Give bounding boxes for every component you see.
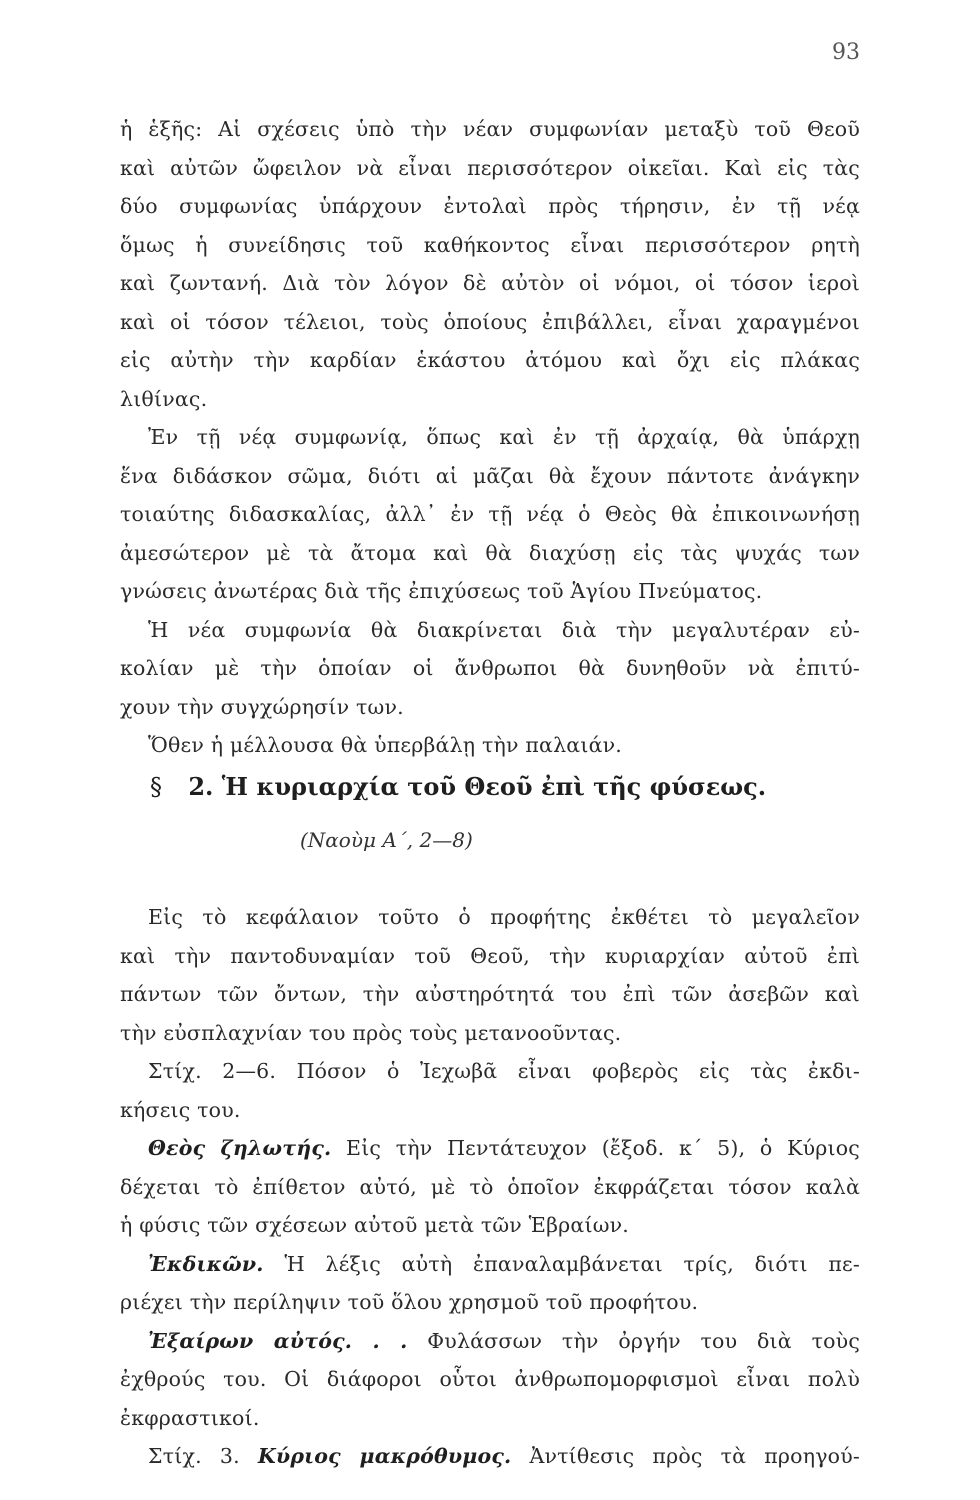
text-line: Στίχ. 2—6. Πόσον ὁ Ἰεχωβᾶ εἶναι φοβερὸς εἰς τὰς ἐκδι- [148,1059,860,1083]
section-heading [150,772,860,801]
text-line: γνώσεις ἀνωτέρας διὰ τῆς ἐπιχύσεως τοῦ Ἁγίου Πνεύματος. [120,579,763,603]
section-number: 2. [188,772,214,801]
entry-line [120,1283,860,1322]
text-line: καὶ αὐτῶν ὤφειλον νὰ εἶναι περισσότερον οἰκεῖαι. Καὶ εἰς τὰς [120,155,860,180]
entry-text: Φυλάσσων τὴν ὀργήν του διὰ τοὺς [427,1328,860,1353]
text-line: εἰς αὐτὴν τὴν καρδίαν ἑκάστου ἀτόμου καὶ ὄχι εἰς πλάκας [120,348,860,372]
text-line: ἕνα διδάσκον σῶμα, διότι αἱ μᾶζαι θὰ ἔχουν πάντοτε ἀνάγκην [120,463,860,488]
entry-line [120,1168,860,1207]
text-block-bottom [120,898,860,1476]
text-line: ἡ ἑξῆς: Αἱ σχέσεις ὑπὸ τὴν νέαν συμφωνίαν μεταξὺ τοῦ Θεοῦ [120,117,860,141]
text-line: χουν τὴν συγχώρησίν των. [120,694,404,719]
entry-line [120,1322,860,1361]
entry-text: Ἡ λέξις αὐτὴ ἐπαναλαμβάνεται τρίς, διότι πε- [284,1251,861,1276]
text-line: καὶ τὴν παντοδυναμίαν τοῦ Θεοῦ, τὴν κυριαρχίαν αὐτοῦ ἐπὶ [120,943,860,968]
entry-line [120,1129,860,1168]
entry-text: ἐχθρούς του. Οἱ διάφοροι οὗτοι ἀνθρωπομορφισμοὶ εἶναι πολὺ [120,1367,860,1391]
entry-text: δέχεται τὸ ἐπίθετον αὐτό, μὲ τὸ ὁποῖον ἐκφράζεται τόσον καλὰ [120,1174,860,1199]
section-reference: (Ναοὺμ Α΄, 2—8) [300,828,473,852]
entry-term: Κύριος μακρόθυμος. [257,1444,512,1468]
text-line: Εἰς τὸ κεφάλαιον τοῦτο ὁ προφήτης ἐκθέτει τὸ μεγαλεῖον [148,905,860,929]
entry-line [120,1245,860,1284]
section-symbol: § [150,773,162,801]
text-line: τοιαύτης διδασκαλίας, ἀλλ᾽ ἐν τῇ νέᾳ ὁ Θεὸς θὰ ἐπικοινωνήσῃ [120,502,860,526]
text-line: τὴν εὐσπλαχνίαν του πρὸς τοὺς μετανοοῦντας. [120,1020,622,1045]
entry-text: ριέχει τὴν περίληψιν τοῦ ὅλου χρησμοῦ τοῦ προφήτου. [120,1290,699,1314]
text-line: πάντων τῶν ὄντων, τὴν αὐστηρότητά του ἐπὶ τῶν ἀσεβῶν καὶ [120,982,860,1006]
entry-term: Ἐξαίρων αὐτός. . . [148,1328,408,1353]
text-line: κήσεις του. [120,1097,241,1122]
entry-line [120,1437,860,1476]
entry-line [120,1206,860,1245]
text-line: Ἐν τῇ νέᾳ συμφωνίᾳ, ὅπως καὶ ἐν τῇ ἀρχαίᾳ, θὰ ὑπάρχῃ [148,425,860,449]
entry-text: ἐκφραστικοί. [120,1405,260,1430]
text-line: καὶ ζωντανή. Διὰ τὸν λόγον δὲ αὐτὸν οἱ νόμοι, οἱ τόσον ἱεροὶ [120,271,860,295]
entry-text: Εἰς τὴν Πεντάτευχον (ἔξοδ. κ΄ 5), ὁ Κύριος [346,1136,860,1160]
entry-text: ἡ φύσις τῶν σχέσεων αὐτοῦ μετὰ τῶν Ἑβραίων. [120,1213,629,1237]
text-line: ἀμεσώτερον μὲ τὰ ἄτομα καὶ θὰ διαχύσῃ εἰς τὰς ψυχάς των [120,540,860,565]
section-title: Ἡ κυριαρχία τοῦ Θεοῦ ἐπὶ τῆς φύσεως. [221,772,767,801]
entry-term: Ἐκδικῶν. [148,1251,264,1276]
text-line: δύο συμφωνίας ὑπάρχουν ἐντολαὶ πρὸς τήρησιν, ἐν τῇ νέᾳ [120,194,860,218]
text-block-top [120,110,860,765]
entry-line [120,1399,860,1438]
text-line: κολίαν μὲ τὴν ὁποίαν οἱ ἄνθρωποι θὰ δυνηθοῦν νὰ ἐπιτύ- [120,656,860,680]
entry-text: Ἀντίθεσις πρὸς τὰ προηγού- [529,1444,860,1468]
text-line: Ἡ νέα συμφωνία θὰ διακρίνεται διὰ τὴν μεγαλυτέραν εὐ- [148,617,860,642]
entry-line [120,1360,860,1399]
page-number: 93 [832,40,860,65]
text-line: Ὅθεν ἡ μέλλουσα θὰ ὑπερβάλῃ τὴν παλαιάν. [148,733,622,757]
entry-term: Θεὸς ζηλωτής. [148,1136,332,1160]
text-line: καὶ οἱ τόσον τέλειοι, τοὺς ὁποίους ἐπιβάλλει, εἶναι χαραγμένοι [120,309,860,334]
text-line: ὅμως ἡ συνείδησις τοῦ καθήκοντος εἶναι περισσότερον ρητὴ [120,232,860,257]
text-line: λιθίνας. [120,386,208,411]
entry-prefix: Στίχ. 3. [148,1444,240,1468]
